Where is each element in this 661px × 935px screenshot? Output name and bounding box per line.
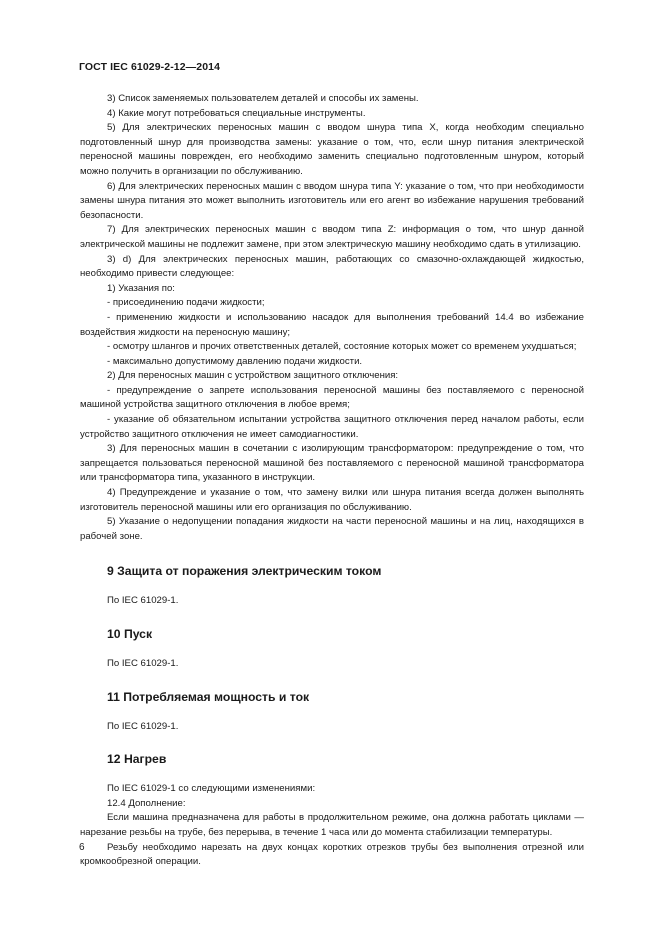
section-title: 12 Нагрев bbox=[107, 752, 167, 767]
section-title: 9 Защита от поражения электрическим током bbox=[107, 564, 382, 579]
paragraph: 4) Какие могут потребоваться специальные инструменты. bbox=[107, 107, 366, 119]
paragraph: 4) Предупреждение и указание о том, что замену вилки или шнура питания всегда должен выполнять изготовитель переносной машины или его организация по обслуживанию. bbox=[80, 487, 584, 513]
paragraph: 7) Для электрических переносных машин с вводом типа Z: информация о том, что шнур данной электрической машины не подлежит замене, при этом электрическую машину необходимо сдать в утилизацию. bbox=[80, 224, 584, 250]
document-header: ГОСТ IEC 61029-2-12—2014 bbox=[79, 61, 221, 73]
page-number: 6 bbox=[79, 842, 85, 853]
paragraph: 3) d) Для электрических переносных машин, работающих со смазочно-охлаждающей жидкостью, необходимо привести следующее: bbox=[80, 253, 584, 280]
section-title: 10 Пуск bbox=[107, 627, 153, 641]
section-text: По IEC 61029-1 со следующими изменениями: bbox=[107, 783, 316, 795]
section-text: По IEC 61029-1. bbox=[107, 658, 179, 669]
paragraph: 2) Для переносных машин с устройством защитного отключения: bbox=[107, 370, 399, 382]
paragraph: 3) Для переносных машин в сочетании с изолирующим трансформатором: предупреждение о том, что запрещается пользоваться переносной машиной без поставляемого с переносной машиной трансформатора или трансформатора типа, указанного в инструкции. bbox=[80, 443, 584, 484]
paragraph: - предупреждение о запрете использования переносной машины без поставляемого с переносной машиной устройства защитного отключения в любое время; bbox=[80, 384, 584, 411]
paragraph: Если машина предназначена для работы в продолжительном режиме, она должна работать циклами — нарезание резьбы на трубе, без перерыва, в течение 1 часа или до момента стабилизации температуры. bbox=[80, 812, 584, 838]
paragraph: 6) Для электрических переносных машин с вводом шнура типа Y: указание о том, что при необходимости замены шнура питания это может выполнить изготовитель или его агент во избежание нарушения требований безопасности. bbox=[80, 180, 584, 221]
paragraph: - осмотру шлангов и прочих ответственных деталей, состояние которых может со временем ухудшаться; bbox=[107, 341, 577, 353]
document-body bbox=[80, 92, 584, 870]
paragraph: 12.4 Дополнение: bbox=[107, 797, 186, 809]
section-title: 11 Потребляемая мощность и ток bbox=[107, 689, 310, 704]
paragraph: - применению жидкости и использованию насадок для выполнения требований 14.4 во избежание воздействия жидкости на переносную машину; bbox=[80, 311, 584, 338]
paragraph: - указание об обязательном испытании устройства защитного отключения перед началом работы, если устройство защитного отключения не имеет самодиагностики. bbox=[80, 414, 584, 440]
paragraph: 5) Указание о недопущении попадания жидкости на части переносной машины и на лиц, находящихся в рабочей зоне. bbox=[80, 516, 584, 542]
paragraph: - максимально допустимому давлению подачи жидкости. bbox=[107, 355, 363, 367]
paragraph: 3) Список заменяемых пользователем деталей и способы их замены. bbox=[107, 93, 419, 104]
section-text: По IEC 61029-1. bbox=[107, 720, 179, 732]
section-text: По IEC 61029-1. bbox=[107, 595, 179, 607]
paragraph: 5) Для электрических переносных машин с вводом шнура типа X, когда необходим специально подготовленный шнур для производства замены: указание о том, что, если шнур питания электрической переносной машины поврежден, его необходимо заменить специально подготовленным шнуром, который можно получить в организации по обслуживанию. bbox=[80, 122, 584, 177]
paragraph: 1) Указания по: bbox=[107, 282, 175, 294]
paragraph: - присоединению подачи жидкости; bbox=[107, 297, 265, 309]
paragraph: Резьбу необходимо нарезать на двух концах коротких отрезков трубы без выполнения отрезной или кромкообрезной операции. bbox=[80, 841, 584, 868]
